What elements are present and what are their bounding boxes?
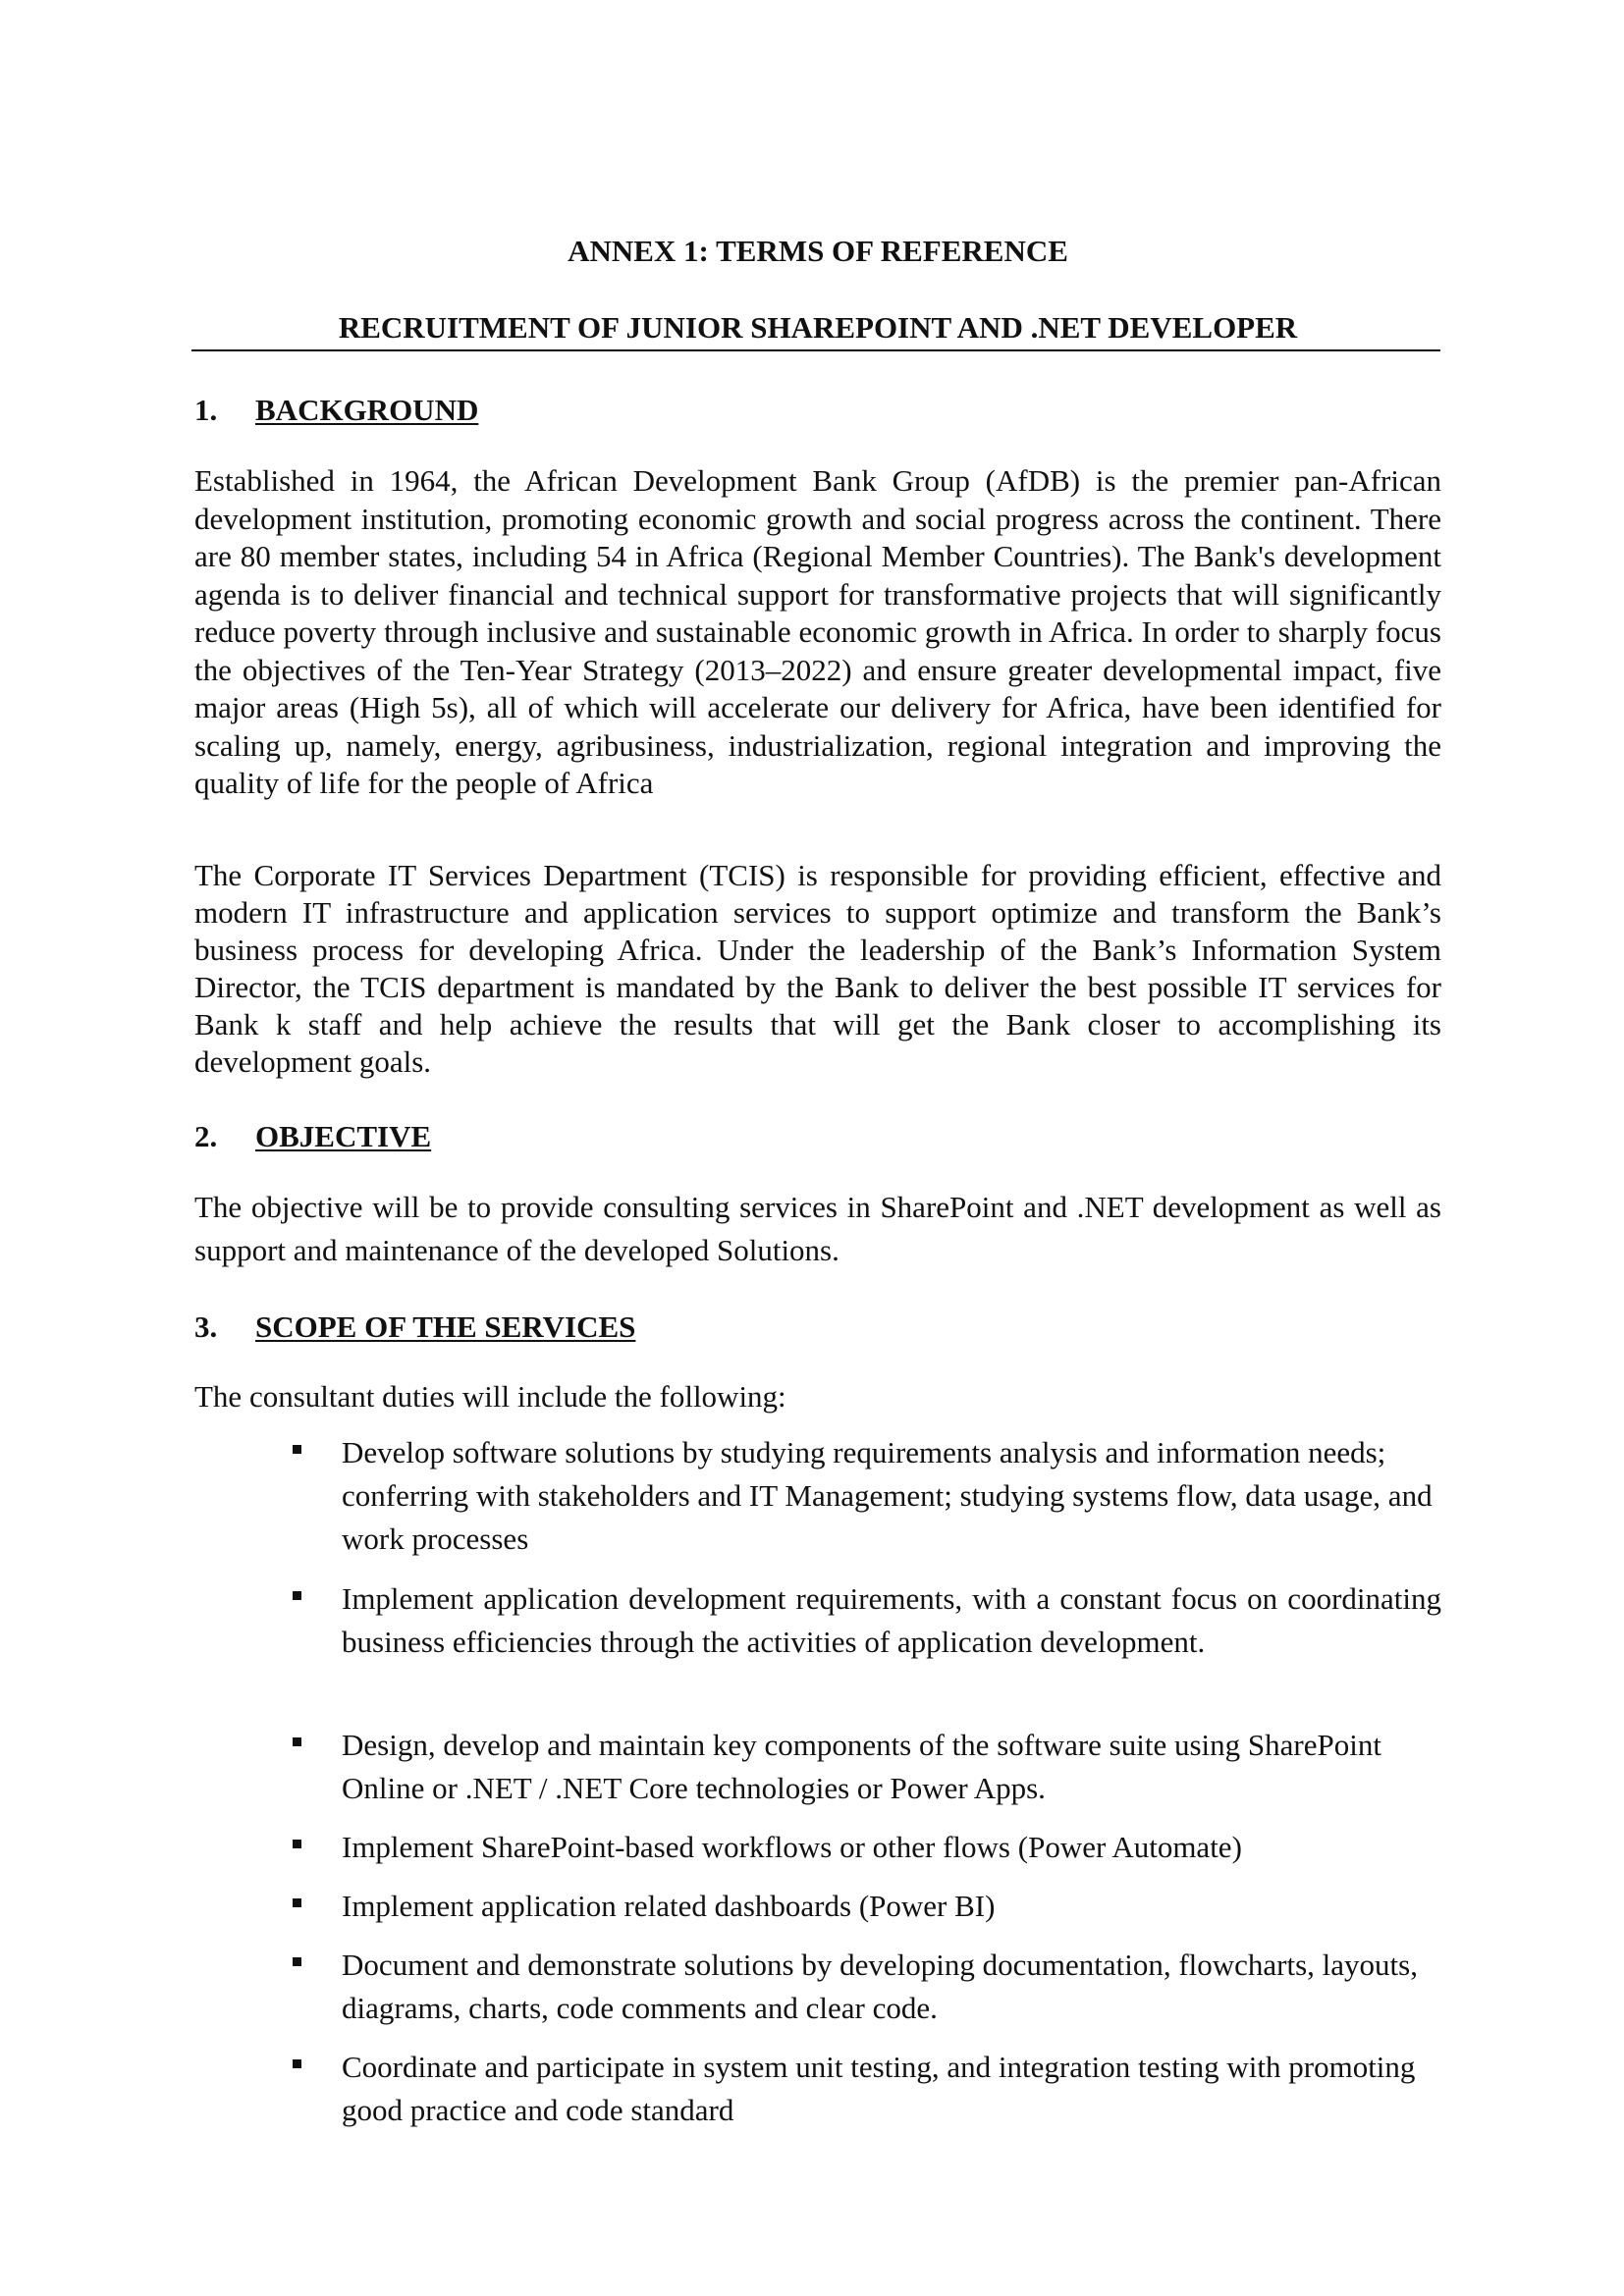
document-title: RECRUITMENT OF JUNIOR SHAREPOINT AND .NET DEVELOPER (338, 310, 1298, 345)
list-item-text: Develop software solutions by studying requirements analysis and information needs; conferring with stakeholders and IT Management; studying systems flow, data usage, and work processes (342, 1435, 1433, 1556)
section-heading-objective (194, 1117, 431, 1156)
section-heading-background (194, 391, 478, 430)
list-item-text: Implement SharePoint-based workflows or other flows (Power Automate) (342, 1830, 1242, 1864)
section-heading-scope (194, 1308, 635, 1347)
list-item-text: Implement application development requirements, with a constant focus on coordinating business efficiencies through the activities of application development. (342, 1581, 1441, 1659)
list-item-text: Design, develop and maintain key components of the software suite using SharePoint Online or .NET / .NET Core technologies or Power Apps. (342, 1728, 1381, 1805)
list-item-text: Implement application related dashboards (Power BI) (342, 1889, 996, 1923)
section-number: 1. (194, 393, 218, 427)
section-title: SCOPE OF THE SERVICES (255, 1309, 636, 1344)
section-title: OBJECTIVE (255, 1119, 432, 1153)
section-number: 3. (194, 1309, 218, 1344)
objective-paragraph: The objective will be to provide consulting services in SharePoint and .NET development as well as support and maintenance of the developed Solutions. (194, 1190, 1441, 1267)
background-paragraph-1: Established in 1964, the African Development Bank Group (AfDB) is the premier pan-African development institution, promoting economic growth and social progress across the continent. There are 80 member states, including 54 in Africa (Regional Member Countries). The Bank's development agenda is to deliver financial and technical support for transformative projects that will significantly reduce poverty through inclusive and sustainable economic growth in Africa. In order to sharply focus the objectives of the Ten-Year Strategy (2013–2022) and ensure greater developmental impact, five major areas (High 5s), all of which will accelerate our delivery for Africa, have been identified for scaling up, namely, energy, agribusiness, industrialization, regional integration and improving the quality of life for the people of Africa (194, 463, 1441, 800)
title-underline-rule (191, 349, 1440, 351)
square-bullet-icon (293, 1957, 301, 1966)
square-bullet-icon (293, 1840, 301, 1848)
annex-title: ANNEX 1: TERMS OF REFERENCE (568, 234, 1068, 268)
square-bullet-icon (293, 1898, 301, 1907)
section-title: BACKGROUND (255, 393, 479, 427)
square-bullet-icon (293, 2059, 301, 2068)
list-item-text: Document and demonstrate solutions by developing documentation, flowcharts, layouts, diagrams, charts, code comments and clear code. (342, 1948, 1418, 2025)
list-item-text: Coordinate and participate in system unit testing, and integration testing with promoting good practice and code standard (342, 2050, 1416, 2127)
background-paragraph-2: The Corporate IT Services Department (TCIS) is responsible for providing efficient, effective and modern IT infrastructure and application services to support optimize and transform the Bank’s business process for developing Africa. Under the leadership of the Bank’s Information System Director, the TCIS department is mandated by the Bank to deliver the best possible IT services for Bank k staff and help achieve the results that will get the Bank closer to accomplishing its development goals. (194, 858, 1441, 1079)
section-number: 2. (194, 1119, 218, 1153)
scope-intro-paragraph: The consultant duties will include the following: (194, 1379, 786, 1414)
square-bullet-icon (293, 1445, 301, 1454)
square-bullet-icon (293, 1737, 301, 1746)
square-bullet-icon (293, 1591, 301, 1600)
